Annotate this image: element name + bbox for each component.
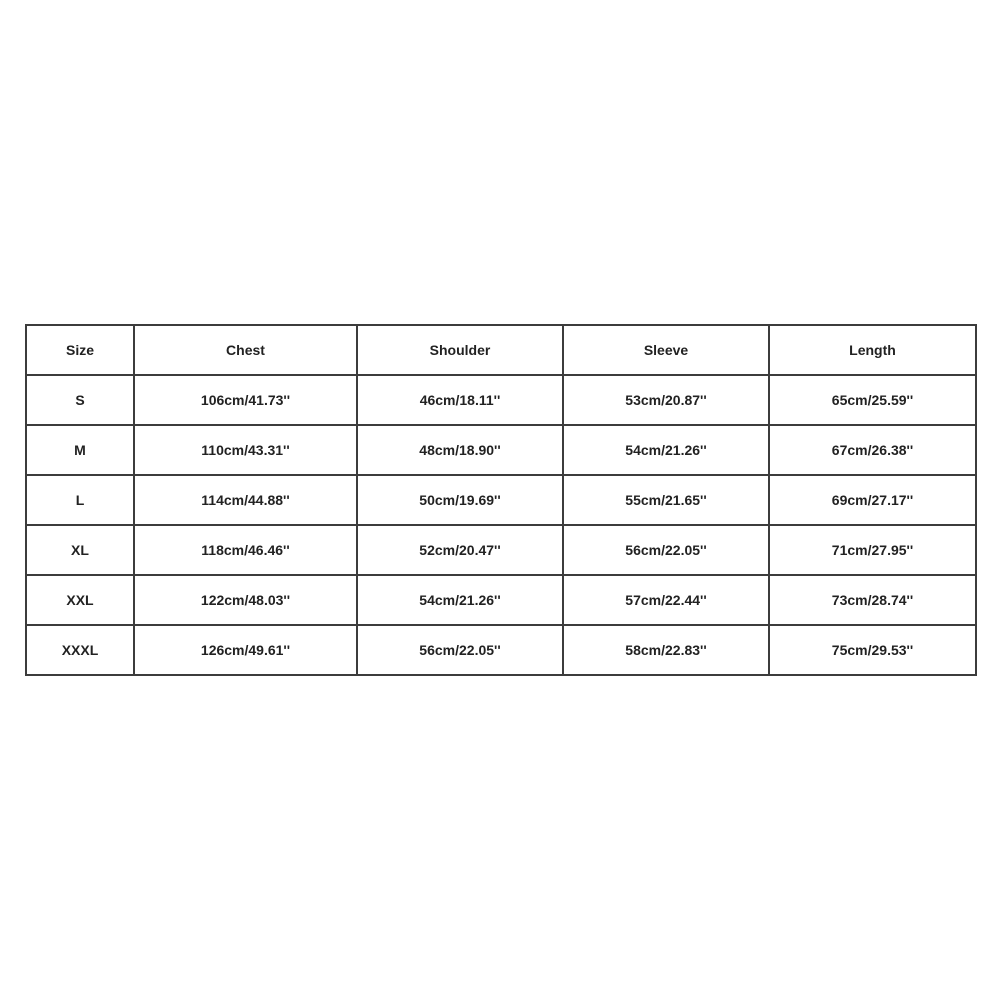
cell-shoulder: 52cm/20.47'' bbox=[357, 525, 563, 575]
cell-size: S bbox=[26, 375, 134, 425]
cell-chest: 118cm/46.46'' bbox=[134, 525, 357, 575]
cell-sleeve: 56cm/22.05'' bbox=[563, 525, 769, 575]
cell-size: XXL bbox=[26, 575, 134, 625]
cell-sleeve: 55cm/21.65'' bbox=[563, 475, 769, 525]
table-row bbox=[26, 525, 976, 575]
table-row bbox=[26, 625, 976, 675]
cell-size: XL bbox=[26, 525, 134, 575]
cell-shoulder: 46cm/18.11'' bbox=[357, 375, 563, 425]
table-row bbox=[26, 375, 976, 425]
cell-size: M bbox=[26, 425, 134, 475]
header-length: Length bbox=[769, 325, 976, 375]
cell-length: 71cm/27.95'' bbox=[769, 525, 976, 575]
header-sleeve: Sleeve bbox=[563, 325, 769, 375]
header-size: Size bbox=[26, 325, 134, 375]
table-row bbox=[26, 575, 976, 625]
cell-chest: 114cm/44.88'' bbox=[134, 475, 357, 525]
cell-size: XXXL bbox=[26, 625, 134, 675]
cell-length: 65cm/25.59'' bbox=[769, 375, 976, 425]
cell-chest: 126cm/49.61'' bbox=[134, 625, 357, 675]
table-row bbox=[26, 475, 976, 525]
cell-shoulder: 50cm/19.69'' bbox=[357, 475, 563, 525]
cell-length: 69cm/27.17'' bbox=[769, 475, 976, 525]
cell-length: 75cm/29.53'' bbox=[769, 625, 976, 675]
cell-shoulder: 56cm/22.05'' bbox=[357, 625, 563, 675]
table-row bbox=[26, 425, 976, 475]
cell-length: 73cm/28.74'' bbox=[769, 575, 976, 625]
cell-length: 67cm/26.38'' bbox=[769, 425, 976, 475]
cell-sleeve: 53cm/20.87'' bbox=[563, 375, 769, 425]
cell-shoulder: 48cm/18.90'' bbox=[357, 425, 563, 475]
cell-size: L bbox=[26, 475, 134, 525]
cell-sleeve: 57cm/22.44'' bbox=[563, 575, 769, 625]
cell-shoulder: 54cm/21.26'' bbox=[357, 575, 563, 625]
cell-sleeve: 54cm/21.26'' bbox=[563, 425, 769, 475]
cell-sleeve: 58cm/22.83'' bbox=[563, 625, 769, 675]
cell-chest: 122cm/48.03'' bbox=[134, 575, 357, 625]
cell-chest: 106cm/41.73'' bbox=[134, 375, 357, 425]
header-shoulder: Shoulder bbox=[357, 325, 563, 375]
size-chart-table bbox=[25, 324, 977, 676]
header-chest: Chest bbox=[134, 325, 357, 375]
cell-chest: 110cm/43.31'' bbox=[134, 425, 357, 475]
header-row bbox=[26, 325, 976, 375]
